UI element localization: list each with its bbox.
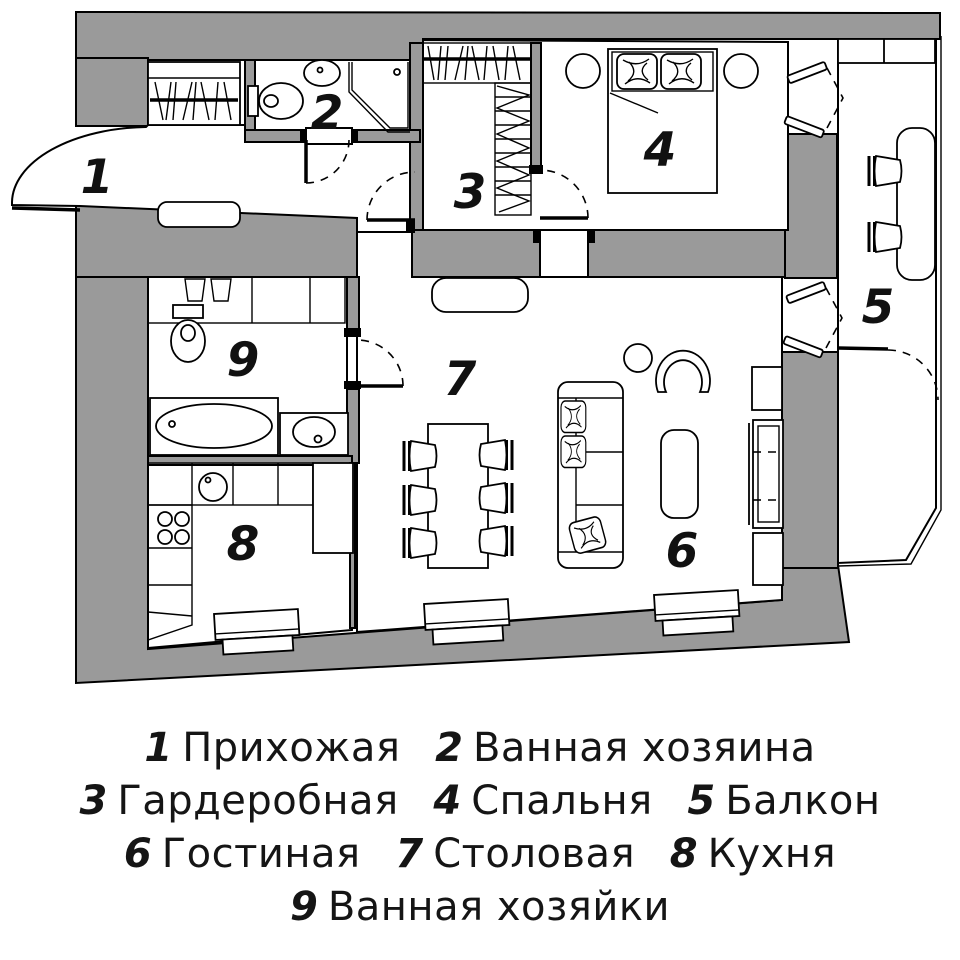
wall-living-balcony xyxy=(782,352,838,568)
legend-label: Гостиная xyxy=(161,831,361,877)
window-3 xyxy=(654,590,740,636)
legend-row-2 xyxy=(0,775,960,828)
toilet2-cistern xyxy=(248,86,258,116)
toilet9-cistern xyxy=(173,305,203,318)
legend-row-4 xyxy=(0,881,960,934)
room-label-1: 1 xyxy=(80,150,114,205)
legend-num: 5 xyxy=(687,778,716,824)
legend-num: 4 xyxy=(433,778,462,824)
legend-label: Гардеробная xyxy=(117,778,399,824)
legend-row-3 xyxy=(0,828,960,881)
nightstand-left xyxy=(566,54,600,88)
sink9 xyxy=(293,417,335,447)
balcony-stool xyxy=(869,222,902,252)
room-label-6: 6 xyxy=(665,524,699,579)
wall-left-block xyxy=(76,58,148,126)
folding-door-bedroom xyxy=(784,62,843,138)
room-label-5: 5 xyxy=(861,280,895,335)
legend-label: Ванная хозяйки xyxy=(327,884,671,930)
room-label-3: 3 xyxy=(453,165,487,220)
legend-label: Спальня xyxy=(471,778,653,824)
tv-shelf-bottom xyxy=(753,533,783,585)
legend-label: Ванная хозяина xyxy=(472,725,816,771)
legend-num: 6 xyxy=(123,831,152,877)
wall-9-corridor-upper xyxy=(347,277,359,333)
legend-num: 2 xyxy=(435,725,463,771)
tv-shelf-top xyxy=(752,367,782,410)
dining-chair xyxy=(404,528,437,558)
legend-num: 1 xyxy=(144,725,173,771)
door-balcony-leaf xyxy=(838,348,888,349)
legend-num: 3 xyxy=(79,778,108,824)
room-label-8: 8 xyxy=(226,517,260,572)
coffee-table xyxy=(661,430,698,518)
legend-num: 8 xyxy=(669,831,698,877)
room-label-4: 4 xyxy=(643,123,677,178)
dining-chair xyxy=(404,485,437,515)
kitchen-sink xyxy=(199,473,227,501)
fridge xyxy=(313,463,353,553)
window-2 xyxy=(424,599,510,645)
wall-bedroom-balcony-block xyxy=(785,134,837,278)
room-label-9: 9 xyxy=(226,333,260,388)
legend-num: 7 xyxy=(395,831,424,877)
legend-label: Прихожая xyxy=(182,725,401,771)
legend-label: Кухня xyxy=(707,831,837,877)
wall-suite-band-left xyxy=(412,230,540,277)
hall-bench xyxy=(158,202,240,227)
side-table xyxy=(624,344,652,372)
legend xyxy=(0,722,960,934)
nightstand-right xyxy=(724,54,758,88)
balcony-cupboard xyxy=(838,39,935,63)
wall-suite-band-right xyxy=(588,230,785,277)
window-1 xyxy=(214,609,300,655)
balcony-counter xyxy=(897,128,935,280)
dining-chair xyxy=(404,441,437,471)
legend-label: Столовая xyxy=(433,831,636,877)
folding-door-living xyxy=(783,282,842,358)
dining-chair xyxy=(480,440,513,470)
room-label-2: 2 xyxy=(310,86,344,141)
dining-chair xyxy=(480,483,513,513)
legend-num: 9 xyxy=(289,884,318,930)
wall-3-bedroom xyxy=(531,43,541,170)
dining-chair xyxy=(480,526,513,556)
entry-threshold xyxy=(12,208,80,210)
room-label-7: 7 xyxy=(443,352,477,407)
console xyxy=(432,278,528,312)
legend-label: Балкон xyxy=(725,778,881,824)
sink2 xyxy=(304,60,340,86)
legend-row-1 xyxy=(0,722,960,775)
balcony-stool xyxy=(869,156,902,186)
